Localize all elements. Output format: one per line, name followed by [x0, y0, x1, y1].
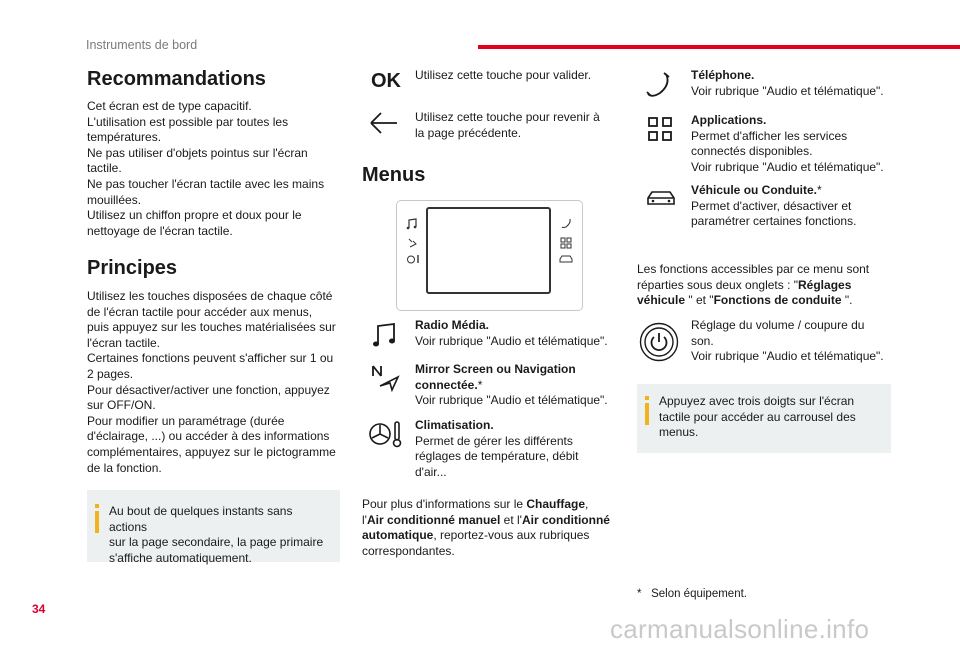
back-arrow-icon — [369, 111, 399, 135]
volume-item: Réglage du volume / coupure du son. Voir rubrique "Audio et télématique". — [691, 318, 884, 364]
music-note-icon — [372, 322, 398, 348]
telephone-item: Téléphone. Voir rubrique "Audio et télématique". — [691, 68, 884, 98]
vehicle-icon — [559, 255, 573, 264]
watermark: carmanualsonline.info — [610, 614, 870, 644]
footnote: * Selon équipement. — [637, 588, 747, 600]
phone-icon — [561, 218, 572, 229]
ok-description: Utilisez cette touche pour valider. — [415, 68, 592, 82]
info-note-secondary-page: Au bout de quelques instants sans actions sur la page secondaire, la page primaire s'affiche automatiquement. — [87, 490, 340, 562]
principes-text: Utilisez les touches disposées de chaque côté de l'écran tactile pour accéder aux menus, puis appuyez sur les touches matérialisées sur l'écran tactile. Certaines fonctions peuvent s'afficher sur 1 ou 2 pages. Pour désactiver/activer une fonction, appuyez sur OFF/ON. Pour modifier un paramétrage (durée d'éclairage, ...) ou accéder à des informations complémentaires, appuyez sur le pictogramme de la fonction. — [87, 289, 336, 475]
climate-icon — [407, 254, 421, 265]
more-info-text: Pour plus d'informations sur le Chauffage, l'Air conditionné manuel et l'Air conditionné automatique, reportez-vous aux rubriques correspondantes. — [362, 497, 610, 558]
screen-display — [426, 207, 551, 294]
navigation-icon — [408, 238, 418, 248]
page-number: 34 — [32, 602, 46, 616]
applications-icon — [560, 237, 572, 249]
navigation-icon — [372, 364, 402, 392]
back-description: Utilisez cette touche pour revenir à la page précédente. — [415, 110, 600, 140]
mirror-screen-item: Mirror Screen ou Navigation connectée.* Voir rubrique "Audio et télématique". — [415, 362, 608, 408]
header-accent-bar — [478, 45, 960, 49]
applications-icon — [648, 117, 672, 141]
touchscreen-illustration — [396, 200, 583, 311]
applications-item: Applications. Permet d'afficher les services connectés disponibles. Voir rubrique "Audio et télématique". — [691, 113, 884, 174]
ok-icon: OK — [371, 70, 401, 92]
info-note-carousel: Appuyez avec trois doigts sur l'écran tactile pour accéder au carrousel des menus. — [637, 384, 891, 453]
section-header: Instruments de bord — [86, 38, 198, 52]
phone-icon — [646, 72, 672, 98]
vehicle-item: Véhicule ou Conduite.* Permet d'activer, désactiver et paramétrer certaines fonctions. — [691, 183, 857, 229]
vehicle-icon — [646, 190, 676, 208]
power-volume-icon — [639, 322, 679, 362]
recommandations-text: Cet écran est de type capacitif. L'utilisation est possible par toutes les températures. Ne pas utiliser d'objets pointus sur l'écran tactile. Ne pas toucher l'écran tactile avec les mains mouillées. Utilisez un chiffon propre et doux pour le nettoyage de l'écran tactile. — [87, 99, 325, 238]
climate-icon — [368, 420, 406, 448]
menus-title: Menus — [362, 164, 426, 186]
tabs-description: Les fonctions accessibles par ce menu sont réparties sous deux onglets : "Réglages véhicule " et "Fonctions de conduite ". — [637, 262, 870, 308]
principes-title: Principes — [87, 257, 178, 279]
radio-media-item: Radio Média. Voir rubrique "Audio et télématique". — [415, 318, 608, 348]
climatisation-item: Climatisation. Permet de gérer les différents réglages de température, débit d'air... — [415, 418, 579, 479]
recommandations-title: Recommandations — [87, 68, 266, 90]
music-note-icon — [406, 218, 418, 230]
